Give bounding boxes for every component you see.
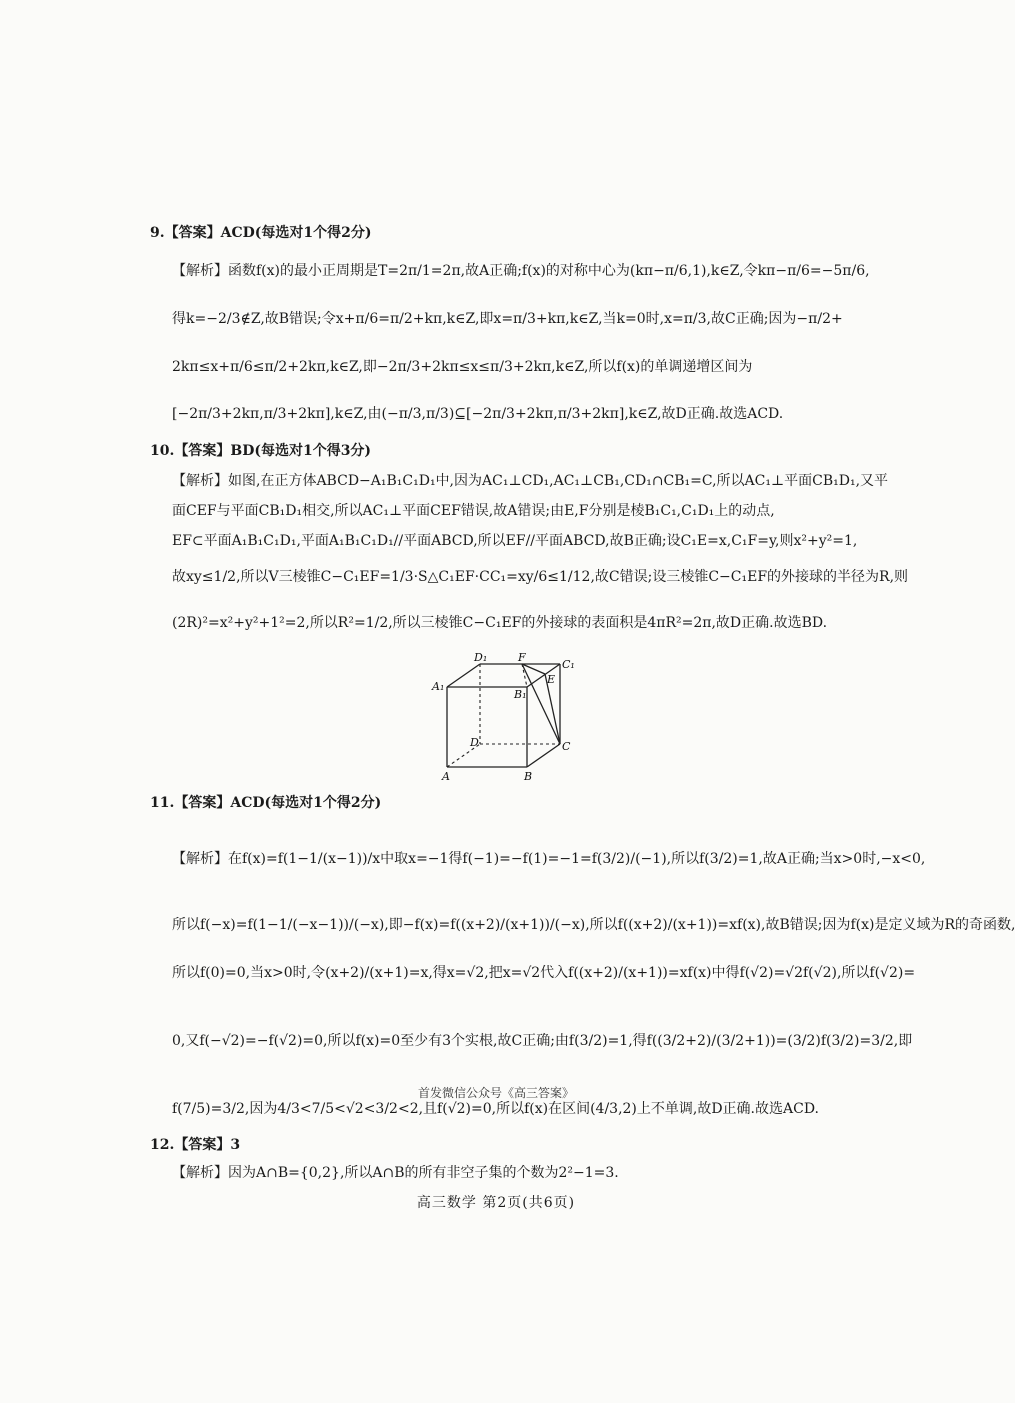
q10-line-2: 面CEF与平面CB₁D₁相交,所以AC₁⊥平面CEF错误,故A错误;由E,F分别是棱B₁C₁,C₁D₁上的动点, xyxy=(172,503,775,519)
q11-line-3: 所以f(0)=0,当x>0时,令(x+2)/(x+1)=x,得x=√2,把x=√2代入f((x+2)/(x+1))=xf(x)中得f(√2)=√2f(√2),所以f(√2)= xyxy=(172,965,916,981)
q9-line-4: [−2π/3+2kπ,π/3+2kπ],k∈Z,由(−π/3,π/3)⊆[−2π/3+2kπ,π/3+2kπ],k∈Z,故D正确.故选ACD. xyxy=(172,406,784,422)
label-b1: B₁ xyxy=(514,688,527,701)
label-a: A xyxy=(442,770,450,783)
label-d1: D₁ xyxy=(474,651,488,664)
q10-line-3: EF⊂平面A₁B₁C₁D₁,平面A₁B₁C₁D₁//平面ABCD,所以EF//平面ABCD,故B正确;设C₁E=x,C₁F=y,则x²+y²=1, xyxy=(172,533,858,549)
label-e: E xyxy=(547,673,556,686)
q10-line-1: 【解析】如图,在正方体ABCD−A₁B₁C₁D₁中,因为AC₁⊥CD₁,AC₁⊥CB₁,CD₁∩CB₁=C,所以AC₁⊥平面CB₁D₁,又平 xyxy=(172,473,889,489)
q10-line-5: (2R)²=x²+y²+1²=2,所以R²=1/2,所以三棱锥C−C₁EF的外接球的表面积是4πR²=2π,故D正确.故选BD. xyxy=(172,615,828,631)
q10-answer: 10.【答案】BD(每选对1个得3分) xyxy=(150,443,372,459)
q9-answer: 9.【答案】ACD(每选对1个得2分) xyxy=(150,225,372,241)
label-b: B xyxy=(524,770,533,783)
q11-line-2: 所以f(−x)=f(1−1/(−x−1))/(−x),即−f(x)=f((x+2)/(x+1))/(−x),所以f((x+2)/(x+1))=xf(x),故B错误;因为f(x)是定义域为R的奇函数, xyxy=(172,917,1015,933)
cube-figure xyxy=(430,652,580,782)
q11-line-4: 0,又f(−√2)=−f(√2)=0,所以f(x)=0至少有3个实根,故C正确;由f(3/2)=1,得f((3/2+2)/(3/2+1))=(3/2)f(3/2)=3/2,即 xyxy=(172,1033,913,1049)
watermark-text: 首发微信公众号《高三答案》 xyxy=(417,1086,574,1100)
page-footer: 高三数学 第2页(共6页) xyxy=(416,1195,576,1211)
q9-line-3: 2kπ≤x+π/6≤π/2+2kπ,k∈Z,即−2π/3+2kπ≤x≤π/3+2kπ,k∈Z,所以f(x)的单调递增区间为 xyxy=(172,359,753,375)
q12-line-1: 【解析】因为A∩B={0,2},所以A∩B的所有非空子集的个数为2²−1=3. xyxy=(172,1165,619,1181)
q11-line-1: 【解析】在f(x)=f(1−1/(x−1))/x中取x=−1得f(−1)=−f(1)=−1=f(3/2)/(−1),所以f(3/2)=1,故A正确;当x>0时,−x<0, xyxy=(172,851,926,867)
q11-line-5: f(7/5)=3/2,因为4/3<7/5<√2<3/2<2,且f(√2)=0,所以f(x)在区间(4/3,2)上不单调,故D正确.故选ACD. xyxy=(172,1101,820,1117)
label-c: C xyxy=(562,740,571,753)
label-d: D xyxy=(470,736,479,749)
label-a1: A₁ xyxy=(432,680,445,693)
q9-line-2: 得k=−2/3∉Z,故B错误;令x+π/6=π/2+kπ,k∈Z,即x=π/3+kπ,k∈Z,当k=0时,x=π/3,故C正确;因为−π/2+ xyxy=(172,311,843,327)
q9-line-1: 【解析】函数f(x)的最小正周期是T=2π/1=2π,故A正确;f(x)的对称中心为(kπ−π/6,1),k∈Z,令kπ−π/6=−5π/6, xyxy=(172,263,870,279)
label-f: F xyxy=(518,651,526,664)
label-c1: C₁ xyxy=(562,658,575,671)
q11-answer: 11.【答案】ACD(每选对1个得2分) xyxy=(150,795,382,811)
q12-answer: 12.【答案】3 xyxy=(150,1137,241,1153)
q10-line-4: 故xy≤1/2,所以V三棱锥C−C₁EF=1/3·S△C₁EF·CC₁=xy/6≤1/12,故C错误;设三棱锥C−C₁EF的外接球的半径为R,则 xyxy=(172,569,909,585)
